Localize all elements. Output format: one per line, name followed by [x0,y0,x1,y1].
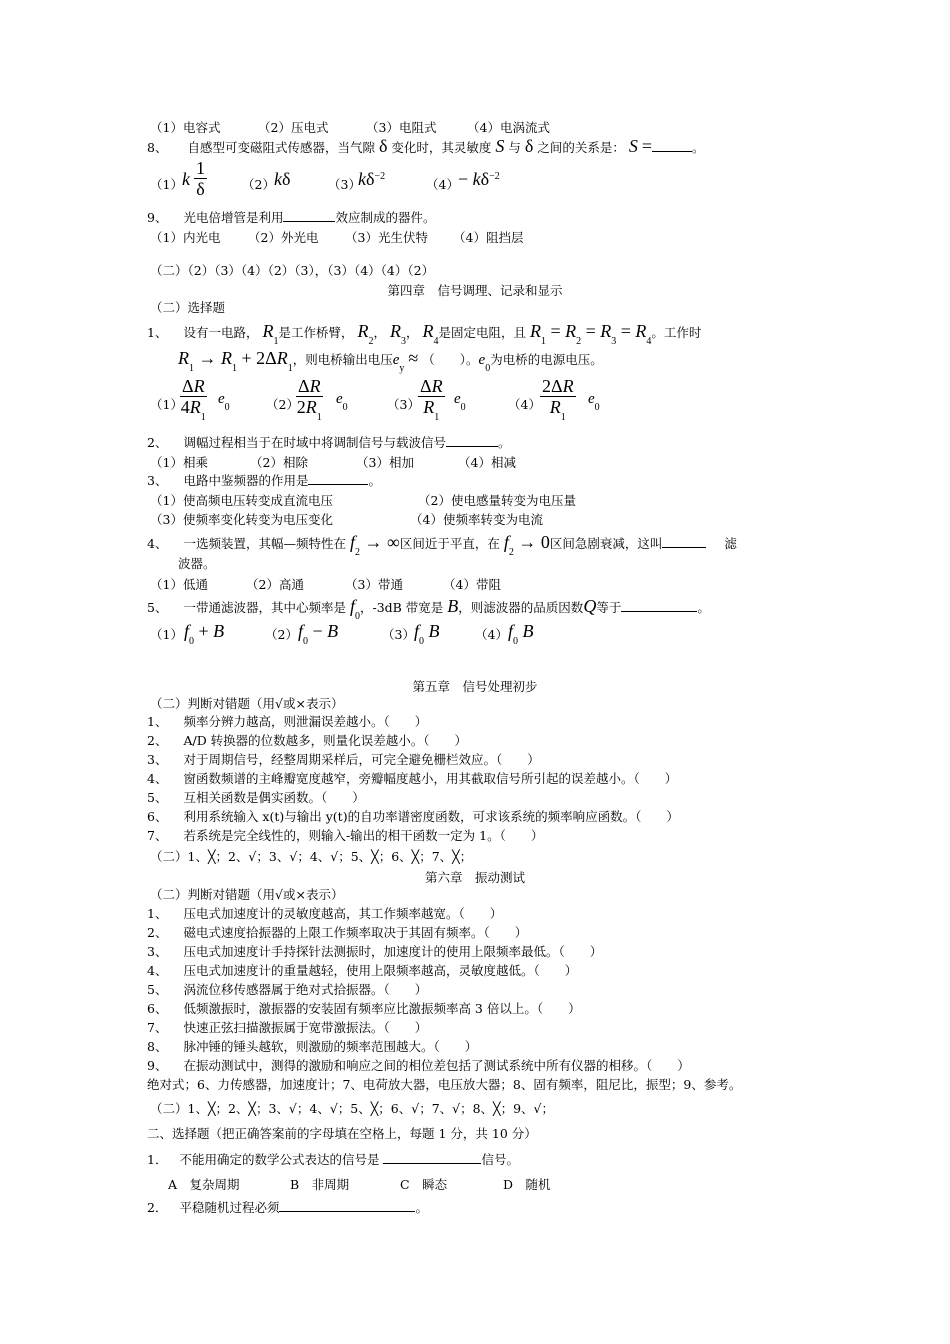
question-item [147,905,502,923]
option-d: D 随机 [503,1177,551,1192]
part2-question-1 [147,1151,519,1169]
fraction: $\frac{\Delta R}{4R_1}$ [180,376,206,423]
question-number: 2、 [147,435,168,450]
question-number: 2． [147,1200,168,1215]
math-q: Q [583,596,597,616]
question-item [147,1019,427,1037]
math-expression: − $k\delta^{-2}$ [458,169,500,189]
math-r3: $R_3$ [389,321,406,347]
question-text: 在振动测试中，测得的激励和响应之间的相位差包括了测试系统中所有仪器的相移。（ ） [183,1058,690,1073]
question-number: 1、 [147,906,168,921]
question-number: 5、 [147,600,168,615]
math-expression: k [182,169,190,189]
math-expression: $k\delta^{-2}$ [358,169,386,189]
punct: 。 [697,600,710,615]
question-item [147,827,543,845]
math-e0: $e_0$ [588,391,600,413]
question-text: ，则电桥输出电压 [292,352,393,367]
delta-symbol: δ [378,136,388,156]
question-number: 9、 [147,1058,168,1073]
answer-key: （二）1、╳；2、╳；3、√；4、√；5、╳；6、√；7、√；8、╳；9、√； [150,1101,555,1116]
math-expression: $f_2$ → ∞ [349,532,400,558]
answer-blank[interactable] [446,434,498,447]
math-f0: $f_0$ [349,596,360,622]
math-equality: $R_1 = R_2 = R_3 = R_4$ [529,321,652,347]
ch4-question-1-cont: $R_1 \to R_1 + 2\Delta R_1$，则电桥输出电压$e_y$ ≈ （ ）。$e_0$为电桥的电源电压。 [178,348,603,374]
ch4-question-3 [147,472,381,490]
punct: 。 [497,435,511,450]
question-text: 光电倍增管是利用 [183,210,284,225]
question-text: 快速正弦扫描激振属于宽带激振法。（ ） [183,1020,428,1035]
option-label: （4） [475,627,508,642]
chapter-6-title: 第六章 振动测试 [424,870,525,885]
ch4-question-5 [147,596,710,622]
question-number: 2、 [147,925,168,940]
question-item [147,962,577,980]
question-text: 效应制成的器件。 [335,210,436,225]
question-9 [147,209,435,227]
math-r2: $R_2$ [357,321,374,347]
option-label: （3） [382,627,415,642]
question-number: 4、 [147,771,168,786]
option-label: （3） [328,177,361,192]
question-text: ， [405,325,419,340]
question-text: 若系统是完全线性的，则输入-输出的相干函数一定为 1。（ ） [183,828,544,843]
option-2: （2）使电感量转变为电压量 [418,493,576,508]
question-number: 1、 [147,714,168,729]
question-number: 3、 [147,944,168,959]
question-text: 压电式加速度计的重量越轻，使用上限频率越高，灵敏度越低。（ ） [183,963,578,978]
answer-key: （二）（2）（3）（4）（2）（3），（3）（4）（4）（2） [150,263,435,278]
answer-blank[interactable] [621,599,697,612]
question-text: 利用系统输入 x(t)与输出 y(t)的自功率谱密度函数，可求该系统的频率响应函数。（ ） [183,809,679,824]
option-label: （1） [150,627,183,642]
question-text: 磁电式速度拾振器的上限工作频率取决于其固有频率。（ ） [183,925,528,940]
option-1: （1）电容式 [150,120,221,135]
question-text: ，则滤波器的品质因数 [458,600,584,615]
fraction: $\frac{\Delta R}{2R_1}$ [296,376,322,423]
question-text: 不能用确定的数学公式表达的信号是 [179,1152,380,1167]
question-item [147,1057,690,1075]
chapter-4-title: 第四章 信号调理、记录和显示 [387,283,563,298]
question-number: 8、 [147,140,168,155]
option-3: （3）电阻式 [366,120,437,135]
ch4-question-4-cont: 波器。 [178,556,216,571]
option-label: （1） [150,177,183,192]
punct: 。 [368,473,381,488]
question-text: 涡流位移传感器属于绝对式拾振器。（ ） [183,982,428,997]
option-2: （2）外光电 [248,230,319,245]
question-item [147,751,540,769]
math-ey: $e_y$ [392,352,405,374]
punct: 。 [415,1200,428,1215]
option-label: （4） [426,177,459,192]
question-text: 等于 [596,600,622,615]
question-number: 3、 [147,473,168,488]
math-e0: $e_0$ [336,391,348,413]
question-text: 互相关函数是偶实函数。（ ） [183,790,365,805]
option-c: C 瞬态 [400,1177,448,1192]
delta-symbol: δ [524,136,534,156]
option-label: （2） [265,627,298,642]
fraction: $\frac{1}{\delta}$ [196,158,205,199]
math-expression: $f_0 - B$ [298,621,339,647]
part2-question-2 [147,1199,428,1217]
option-2: （2）压电式 [258,120,329,135]
ch4-question-2 [147,434,510,452]
question-item [147,1000,581,1018]
question-item [147,924,527,942]
question-item [147,713,427,731]
question-text: 自感型可变磁阻式传感器，当气隙 [187,140,375,155]
question-text: 低频激振时，激振器的安装固有频率应比激振频率高 3 倍以上。（ ） [183,1001,581,1016]
option-label: （4） [508,397,541,412]
answer-key: （二）1、╳；2、√；3、√；4、√；5、╳；6、╳；7、╳； [150,849,473,864]
chapter-5-title: 第五章 信号处理初步 [412,679,538,694]
question-text: 设有一电路， [183,325,259,340]
question-item [147,789,365,807]
question-text: 平稳随机过程必须 [179,1200,280,1215]
question-text: 调幅过程相当于在时域中将调制信号与载波信号 [183,435,446,450]
answer-blank[interactable] [662,535,706,548]
option-b: B 非周期 [290,1177,350,1192]
question-number: 5、 [147,790,168,805]
question-text: 电路中鉴频器的作用是 [183,473,309,488]
option-3: （3）带通 [345,577,403,592]
answer-blank[interactable] [383,1151,481,1164]
question-text: 压电式加速度计手持探针法测振时，加速度计的使用上限频率最低。（ ） [183,944,603,959]
question-number: 1、 [147,325,168,340]
question-8: 8、 自感型可变磁阻式传感器，当气隙 δ 变化时，其灵敏度 S 与 δ 之间的关系是： S = 。 [147,136,705,156]
ch4-question-4 [147,532,737,558]
question-number: 5、 [147,982,168,997]
part-2-heading: 二、选择题（把正确答案前的字母填在空格上，每题 1 分，共 10 分） [147,1126,537,1141]
question-number: 6、 [147,809,168,824]
ch4-question-1 [147,321,702,347]
question-text: 信号。 [481,1152,519,1167]
option-4: （4）使频率转变为电流 [410,512,543,527]
math-expression: kδ [274,169,291,189]
option-1: （1）相乘 [150,455,208,470]
math-s: S [495,136,505,156]
question-text: ， [373,325,386,340]
question-text: 一带通滤波器，其中心频率是 [183,600,346,615]
question-text: 一选频装置，其幅—频特性在 [183,536,346,551]
option-4: （4）带阻 [443,577,501,592]
option-label: （2） [242,177,275,192]
question-text: 对于周期信号，经整周期采样后，可完全避免栅栏效应。（ ） [183,752,540,767]
fraction: $\frac{\Delta R}{R_1}$ [420,376,443,423]
math-expression: $f_0 + B$ [184,621,225,647]
option-a: A 复杂周期 [168,1177,240,1192]
question-text: 脉冲锤的锤头越软，则激励的频率范围越大。（ ） [183,1039,478,1054]
question-number: 8、 [147,1039,168,1054]
option-3: （3）相加 [356,455,414,470]
option-1: （1）使高频电压转变成直流电压 [150,493,333,508]
math-e0: $e_0$ [218,391,230,413]
option-2: （2）高通 [246,577,304,592]
question-text: （ ）。 [422,352,479,367]
fraction: $\frac{2\Delta R}{R_1}$ [542,376,574,423]
question-text: 压电式加速度计的灵敏度越高，其工作频率越宽。（ ） [183,906,503,921]
option-4: （4）相减 [458,455,516,470]
question-text: 区间急剧衰减，这叫 [549,536,663,551]
answer-note: 绝对式；6、力传感器，加速度计；7、电荷放大器，电压放大器；8、固有频率，阻尼比，振型；9、参考。 [147,1077,742,1092]
math-b: B [447,596,459,616]
option-label: （2） [266,397,299,412]
math-expression: $f_2 \to 0$ [503,532,550,558]
question-item [147,808,679,826]
question-item [147,943,602,961]
question-text: ，-3dB 带宽是 [359,600,444,615]
math-r1: $R_1$ [262,321,279,347]
option-3: （3）使频率变化转变为电压变化 [150,512,333,527]
option-label: （3） [387,397,420,412]
question-item [147,1038,477,1056]
question-number: 4、 [147,536,168,551]
question-text: A/D 转换器的位数越多，则量化误差越小。（ ） [183,733,467,748]
question-text: 变化时，其灵敏度 [391,140,492,155]
math-s: S [628,136,638,156]
section-heading: （二）判断对错题（用√或×表示） [150,887,344,902]
question-number: 2、 [147,733,168,748]
question-item [147,732,467,750]
option-2: （2）相除 [250,455,308,470]
question-number: 1． [147,1152,168,1167]
question-text: 是固定电阻，且 [438,325,526,340]
answer-blank[interactable] [283,209,335,222]
question-number: 9、 [147,210,168,225]
question-number: 7、 [147,1020,168,1035]
question-text: 之间的关系是： [537,140,625,155]
option-4: （4）阻挡层 [453,230,524,245]
question-item [147,770,677,788]
question-number: 3、 [147,752,168,767]
question-text: 频率分辨力越高，则泄漏误差越小。（ ） [183,714,428,729]
option-label: （1） [150,397,183,412]
math-expression: $f_0$ B [414,621,440,647]
answer-blank[interactable] [279,1199,415,1212]
option-1: （1）内光电 [150,230,221,245]
answer-blank[interactable] [308,472,368,485]
question-text: 窗函数频谱的主峰瓣宽度越窄，旁瓣幅度越小，用其截取信号所引起的误差越小。（ ） [183,771,678,786]
answer-blank[interactable] [652,139,692,152]
math-r4: $R_4$ [422,321,439,347]
question-text: 滤 [724,536,737,551]
question-text: 为电桥的电源电压。 [490,352,603,367]
question-text: 是工作桥臂， [278,325,354,340]
question-text: 区间近于平直，在 [399,536,500,551]
math-expression: $R_1 \to R_1 + 2\Delta R_1$ [178,348,293,374]
question-text: 与 [508,140,521,155]
section-heading: （二）判断对错题（用√或×表示） [150,696,344,711]
section-heading: （二）选择题 [150,300,226,315]
question-number: 7、 [147,828,168,843]
question-text: 。工作时 [651,325,702,340]
question-number: 6、 [147,1001,168,1016]
math-expression: $f_0$ B [508,621,534,647]
option-3: （3）光生伏特 [345,230,428,245]
option-4: （4）电涡流式 [467,120,550,135]
question-item [147,981,427,999]
math-e0: $e_0$ [478,352,491,374]
question-number: 4、 [147,963,168,978]
math-e0: $e_0$ [454,391,466,413]
option-1: （1）低通 [150,577,208,592]
